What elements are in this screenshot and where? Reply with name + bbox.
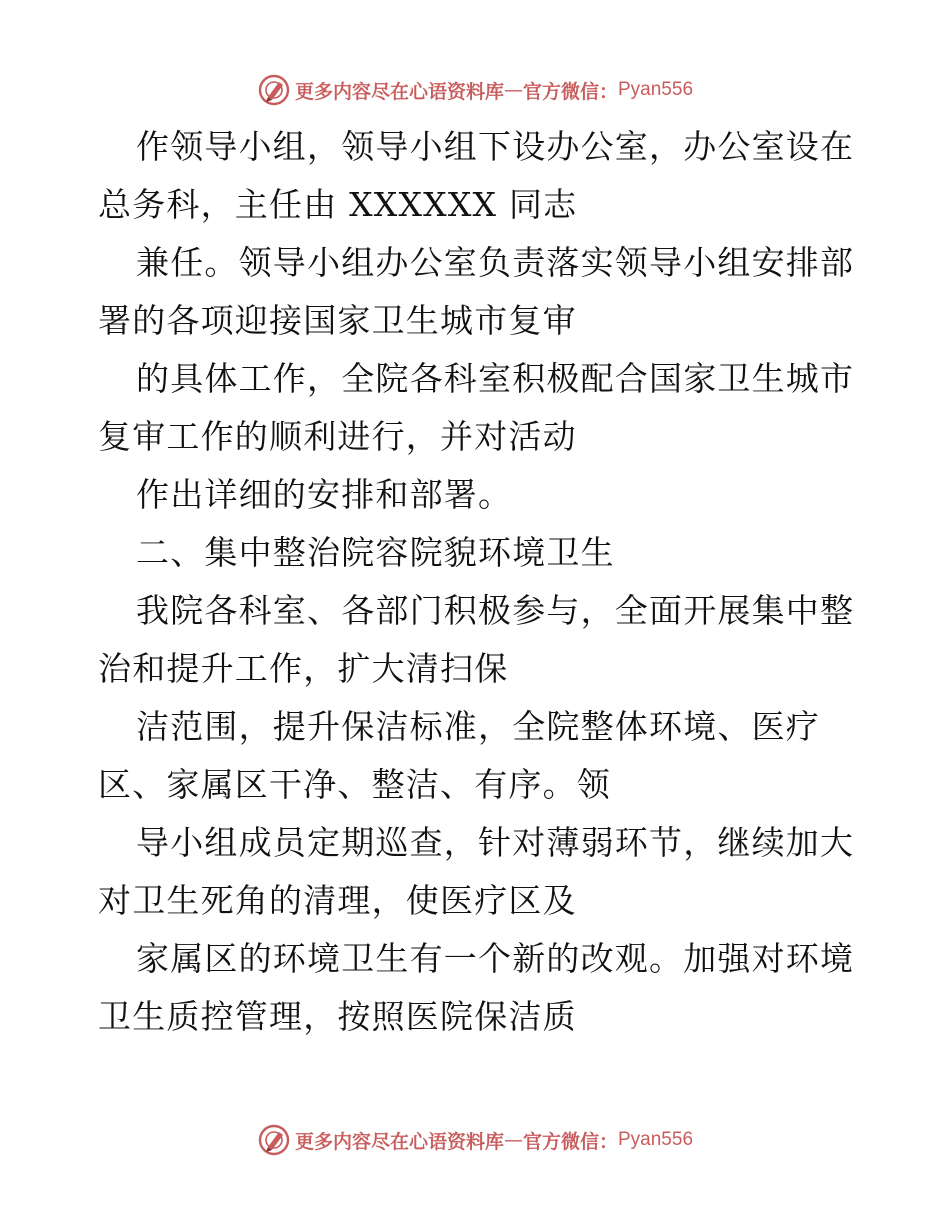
banner-contact-id: Pyan556 (618, 79, 694, 100)
banner-tagline: 更多内容尽在心语资料库 (294, 1130, 504, 1153)
banner-contact-label: 官方微信： (522, 80, 618, 103)
body-line-15: 家属区的环境卫生有一个新的改观。加强对环境 (136, 939, 855, 978)
banner-tagline: 更多内容尽在心语资料库 (294, 80, 504, 103)
body-line-1: 作领导小组，领导小组下设办公室，办公室设在 (136, 127, 855, 166)
body-line-16: 卫生质控管理，按照医院保洁质 (98, 997, 577, 1036)
body-line-12: 区、家属区干净、整洁、有序。领 (98, 765, 611, 804)
footer-banner (0, 1120, 950, 1160)
body-line-3: 兼任。领导小组办公室负责落实领导小组安排部 (136, 243, 855, 282)
body-line-11: 洁范围，提升保洁标准，全院整体环境、医疗 (136, 707, 820, 746)
header-banner (0, 70, 950, 110)
body-line-9: 我院各科室、各部门积极参与，全面开展集中整 (136, 591, 855, 630)
banner-contact-id: Pyan556 (618, 1129, 694, 1150)
body-line-14: 对卫生死角的清理，使医疗区及 (98, 881, 577, 920)
section-heading: 二、集中整治院容院貌环境卫生 (136, 533, 615, 572)
pen-nib-logo-icon (257, 1123, 291, 1157)
pen-nib-logo-icon (257, 73, 291, 107)
body-line-5: 的具体工作，全院各科室积极配合国家卫生城市 (136, 359, 855, 398)
body-line-7: 作出详细的安排和部署。 (136, 475, 513, 514)
banner-contact-label: 官方微信： (522, 1130, 618, 1153)
body-line-6: 复审工作的顺利进行，并对活动 (98, 417, 577, 456)
body-line-13: 导小组成员定期巡查，针对薄弱环节，继续加大 (136, 823, 855, 862)
body-line-2: 总务科，主任由 XXXXXX 同志 (98, 185, 578, 224)
body-line-4: 署的各项迎接国家卫生城市复审 (98, 301, 577, 340)
body-line-10: 治和提升工作，扩大清扫保 (98, 649, 509, 688)
document-body (98, 118, 858, 1046)
banner-separator: — (503, 1129, 523, 1151)
banner-separator: — (503, 79, 523, 101)
